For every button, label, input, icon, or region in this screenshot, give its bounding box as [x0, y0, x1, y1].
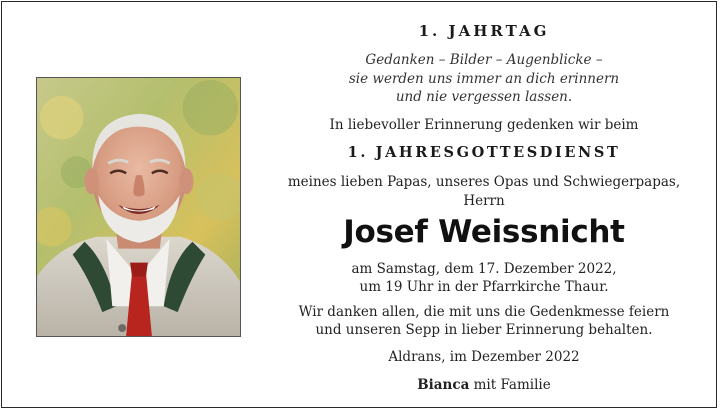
date-line-2: um 19 Uhr in der Pfarrkirche Thaur.: [359, 279, 609, 295]
portrait-photo: [36, 77, 241, 337]
relation-line-2: Herrn: [463, 193, 505, 209]
notice-text: [264, 2, 704, 413]
obituary-notice: [1, 1, 717, 408]
verse-line-2: sie werden uns immer an dich erinnern: [348, 71, 620, 87]
verse-line-1: Gedanken – Bilder – Augenblicke –: [365, 52, 603, 68]
intro-text: In liebevoller Erinnerung gedenken wir beim: [329, 117, 639, 133]
heading-jahrtag: 1. JAHRTAG: [418, 22, 550, 40]
signer-suffix: mit Familie: [469, 377, 551, 393]
place-date: Aldrans, im Dezember 2022: [388, 349, 580, 365]
thanks-line-1: Wir danken allen, die mit uns die Gedenkmesse feiern: [298, 304, 670, 320]
relation-line-1: meines lieben Papas, unseres Opas und Schwiegerpapas,: [287, 174, 681, 190]
deceased-name: Josef Weissnicht: [343, 214, 625, 250]
signature: [264, 377, 704, 393]
verse-line-3: und nie vergessen lassen.: [395, 89, 573, 105]
thanks-line-2: und unseren Sepp in lieber Erinnerung behalten.: [315, 322, 653, 338]
signer-name: Bianca: [417, 377, 470, 393]
date-line-1: am Samstag, dem 17. Dezember 2022,: [351, 261, 617, 277]
portrait-icon: [37, 78, 240, 336]
service-title: 1. JAHRESGOTTESDIENST: [347, 144, 621, 161]
